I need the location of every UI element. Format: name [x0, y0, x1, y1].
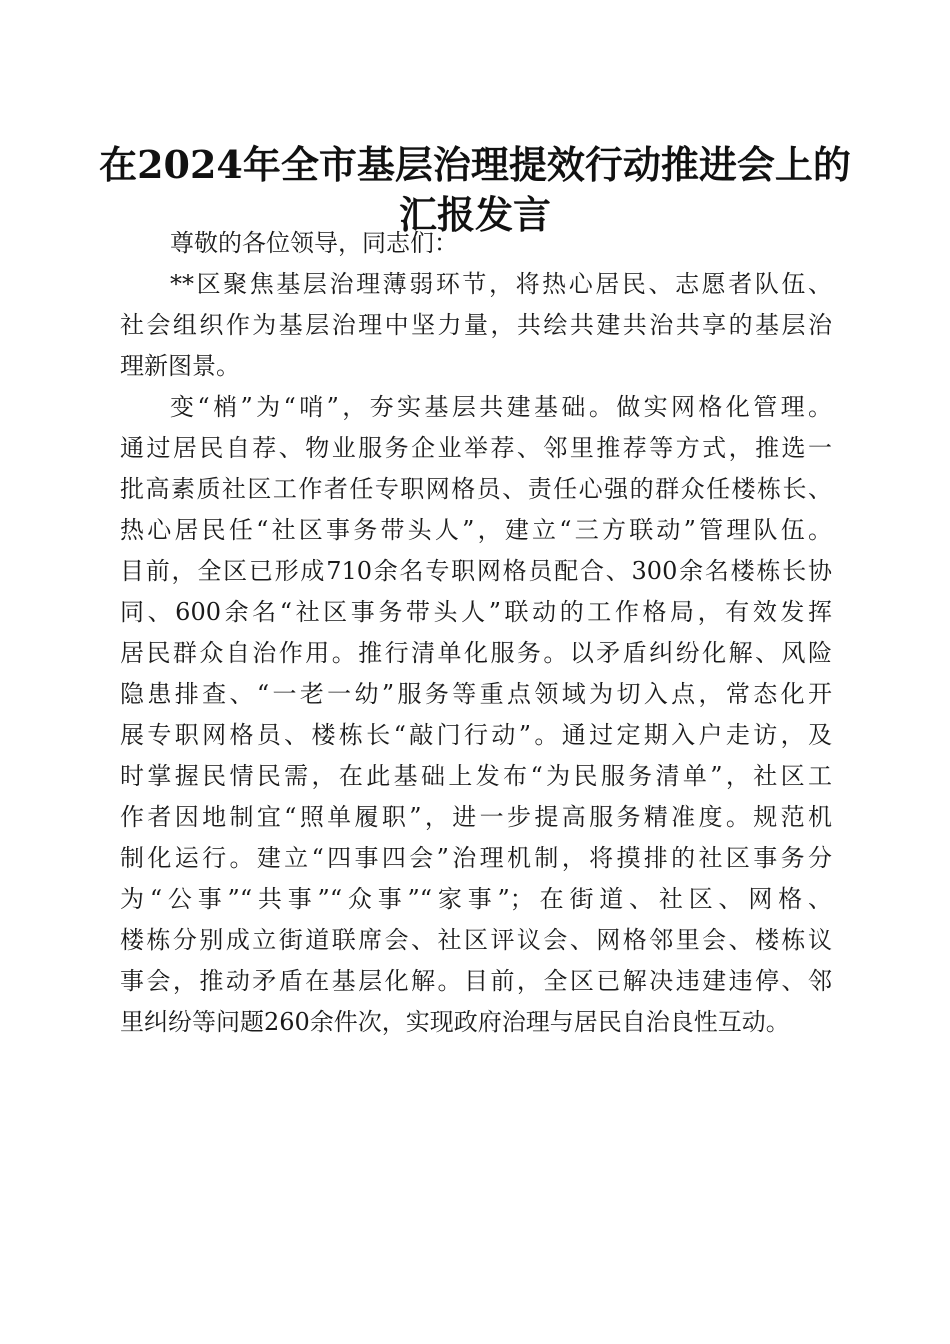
text-line: 制化运行。建立“四事四会”治理机制，将摸排的社区事务分	[120, 844, 832, 872]
text-line: 热心居民任“社区事务带头人”，建立“三方联动”管理队伍。	[120, 516, 832, 544]
text-line: 隐患排查、“一老一幼”服务等重点领域为切入点，常态化开	[120, 680, 832, 708]
title-line: 在2024年全市基层治理提效行动推进会上的	[99, 142, 851, 187]
text-line: 批高素质社区工作者任专职网格员、责任心强的群众任楼栋长、	[120, 475, 832, 503]
title-line: 汇报发言	[398, 192, 551, 237]
text-line: 变“梢”为“哨”，夯实基层共建基础。做实网格化管理。	[170, 393, 832, 421]
text-line: 里纠纷等问题260余件次，实现政府治理与居民自治良性互动。	[120, 1008, 790, 1036]
text-line: 作者因地制宜“照单履职”，进一步提高服务精准度。规范机	[120, 803, 832, 831]
text-line: 理新图景。	[120, 352, 240, 380]
text-line: 同、600余名“社区事务带头人”联动的工作格局，有效发挥	[120, 598, 832, 626]
text-line: 社会组织作为基层治理中坚力量，共绘共建共治共享的基层治	[120, 311, 832, 339]
text-line: 展专职网格员、楼栋长“敲门行动”。通过定期入户走访，及	[120, 721, 832, 749]
text-line: 目前，全区已形成710余名专职网格员配合、300余名楼栋长协	[120, 557, 832, 585]
text-line: 为“公事”“共事”“众事”“家事”；在街道、社区、网格、	[120, 885, 832, 913]
text-line: 时掌握民情民需，在此基础上发布“为民服务清单”，社区工	[120, 762, 832, 790]
text-line: 楼栋分别成立街道联席会、社区评议会、网格邻里会、楼栋议	[120, 926, 832, 954]
text-line: 尊敬的各位领导，同志们：	[170, 229, 458, 257]
salutation-paragraph	[120, 223, 832, 264]
intro-paragraph	[120, 264, 832, 387]
document-body	[120, 223, 832, 1043]
main-paragraph	[120, 387, 832, 1043]
text-line: 通过居民自荐、物业服务企业举荐、邻里推荐等方式，推选一	[120, 434, 832, 462]
text-line: **区聚焦基层治理薄弱环节，将热心居民、志愿者队伍、	[170, 270, 832, 298]
text-line: 居民群众自治作用。推行清单化服务。以矛盾纠纷化解、风险	[120, 639, 832, 667]
text-line: 事会，推动矛盾在基层化解。目前，全区已解决违建违停、邻	[120, 967, 832, 995]
